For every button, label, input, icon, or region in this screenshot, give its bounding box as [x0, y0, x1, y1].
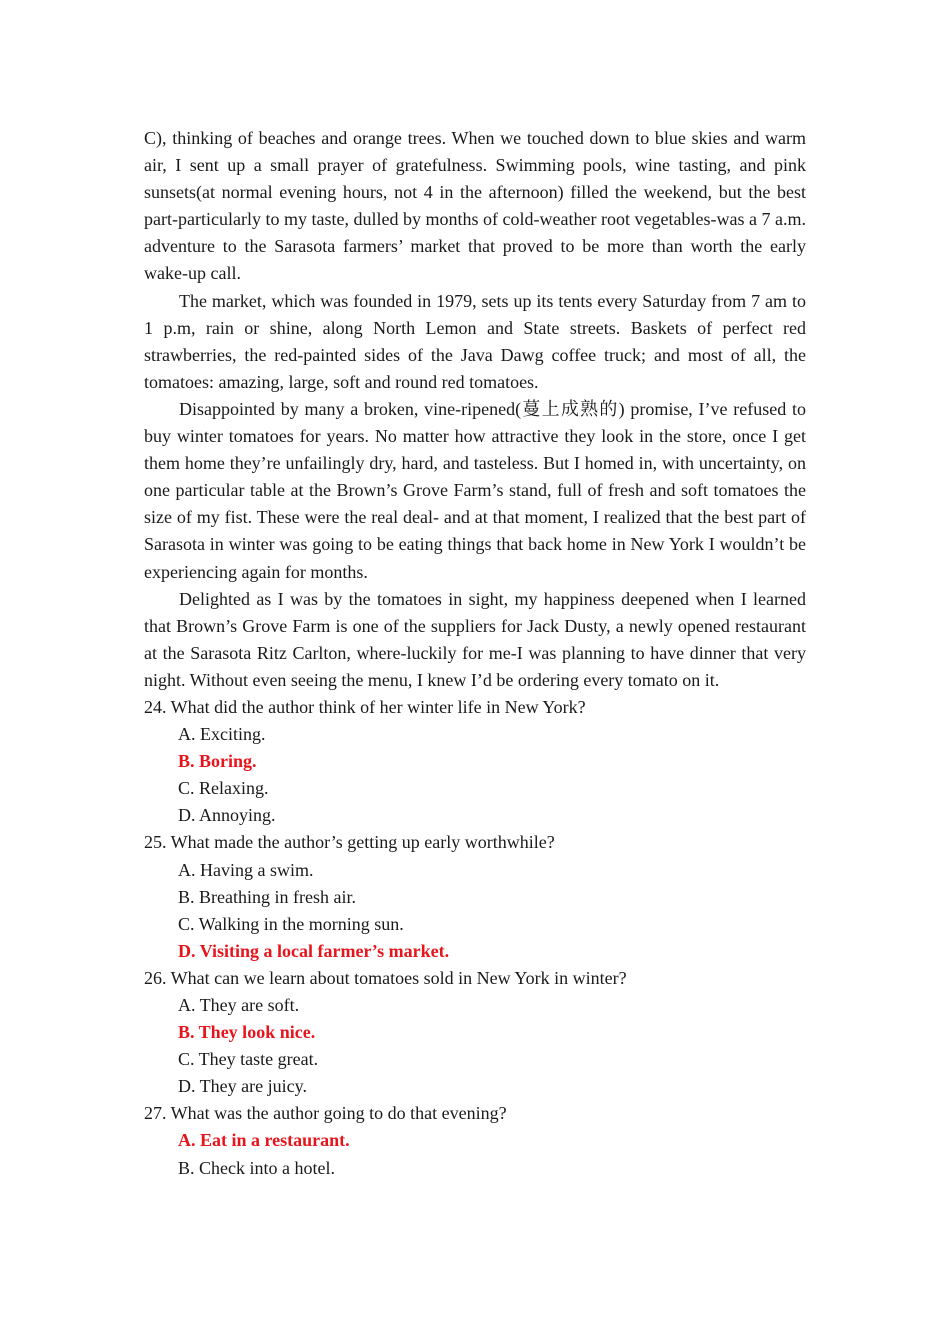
document-page — [144, 125, 806, 1182]
option-a: A. They are soft. — [178, 995, 300, 1015]
paragraph-1: C), thinking of beaches and orange trees. When we touched down to blue skies and warm air, I sent up a small prayer of gratefulness. Swimming pools, wine tasting, and pink sunsets(at normal evening hours, not 4 in the afternoon) filled the weekend, but the best part-particularly to my taste, dulled by months of cold-weather root vegetables-was a 7 a.m. adventure to the Sarasota farmers’ market that proved to be more than worth the early wake-up call. — [144, 128, 806, 284]
question-stem: 27. What was the author going to do that evening? — [144, 1103, 507, 1124]
option-a: A. Exciting. — [178, 724, 266, 745]
question-26 — [144, 965, 806, 1100]
option-b: B. Check into a hotel. — [178, 1157, 335, 1178]
option-c: C. Relaxing. — [178, 778, 269, 799]
paragraph-4: Delighted as I was by the tomatoes in sight, my happiness deepened when I learned that Brown’s Grove Farm is one of the suppliers for Jack Dusty, a newly opened restaurant at the Sarasota Ritz Carlton, where-luckily for me-I was planning to have dinner that very night. Without even seeing the menu, I knew I’d be ordering every tomato on it. — [144, 588, 806, 690]
question-stem: 26. What can we learn about tomatoes sold in New York in winter? — [144, 967, 627, 988]
option-b-answer: B. They look nice. — [178, 1022, 316, 1043]
option-d-answer: D. Visiting a local farmer’s market. — [178, 940, 450, 961]
option-c: C. They taste great. — [178, 1049, 319, 1070]
option-b: B. Breathing in fresh air. — [178, 886, 356, 907]
question-stem: 25. What made the author’s getting up early worthwhile? — [144, 832, 555, 853]
question-27 — [144, 1100, 806, 1181]
option-b-answer: B. Boring. — [178, 751, 257, 772]
option-c: C. Walking in the morning sun. — [178, 913, 404, 934]
paragraph-3: Disappointed by many a broken, vine-ripened(蔓上成熟的) promise, I’ve refused to buy winter tomatoes for years. No matter how attractive they look in the store, once I get them home they’re unfailingly dry, hard, and tasteless. But I homed in, with uncertainty, on one particular table at the Brown’s Grove Farm’s stand, full of fresh and soft tomatoes the size of my fist. These were the real deal- and at that moment, I realized that the best part of Sarasota in winter was going to be eating things that back home in New York I wouldn’t be experiencing again for months. — [144, 398, 806, 582]
option-d: D. They are juicy. — [178, 1076, 307, 1097]
paragraph-2: The market, which was founded in 1979, sets up its tents every Saturday from 7 am to 1 p.m, rain or shine, along North Lemon and State streets. Baskets of perfect red strawberries, the red-painted sides of the Java Dawg coffee truck; and most of all, the tomatoes: amazing, large, soft and round red tomatoes. — [144, 290, 806, 392]
question-24 — [144, 694, 806, 829]
option-d: D. Annoying. — [178, 805, 276, 826]
question-stem: 24. What did the author think of her winter life in New York? — [144, 696, 586, 717]
option-a-answer: A. Eat in a restaurant. — [178, 1130, 350, 1151]
question-25 — [144, 829, 806, 964]
option-a: A. Having a swim. — [178, 859, 314, 880]
